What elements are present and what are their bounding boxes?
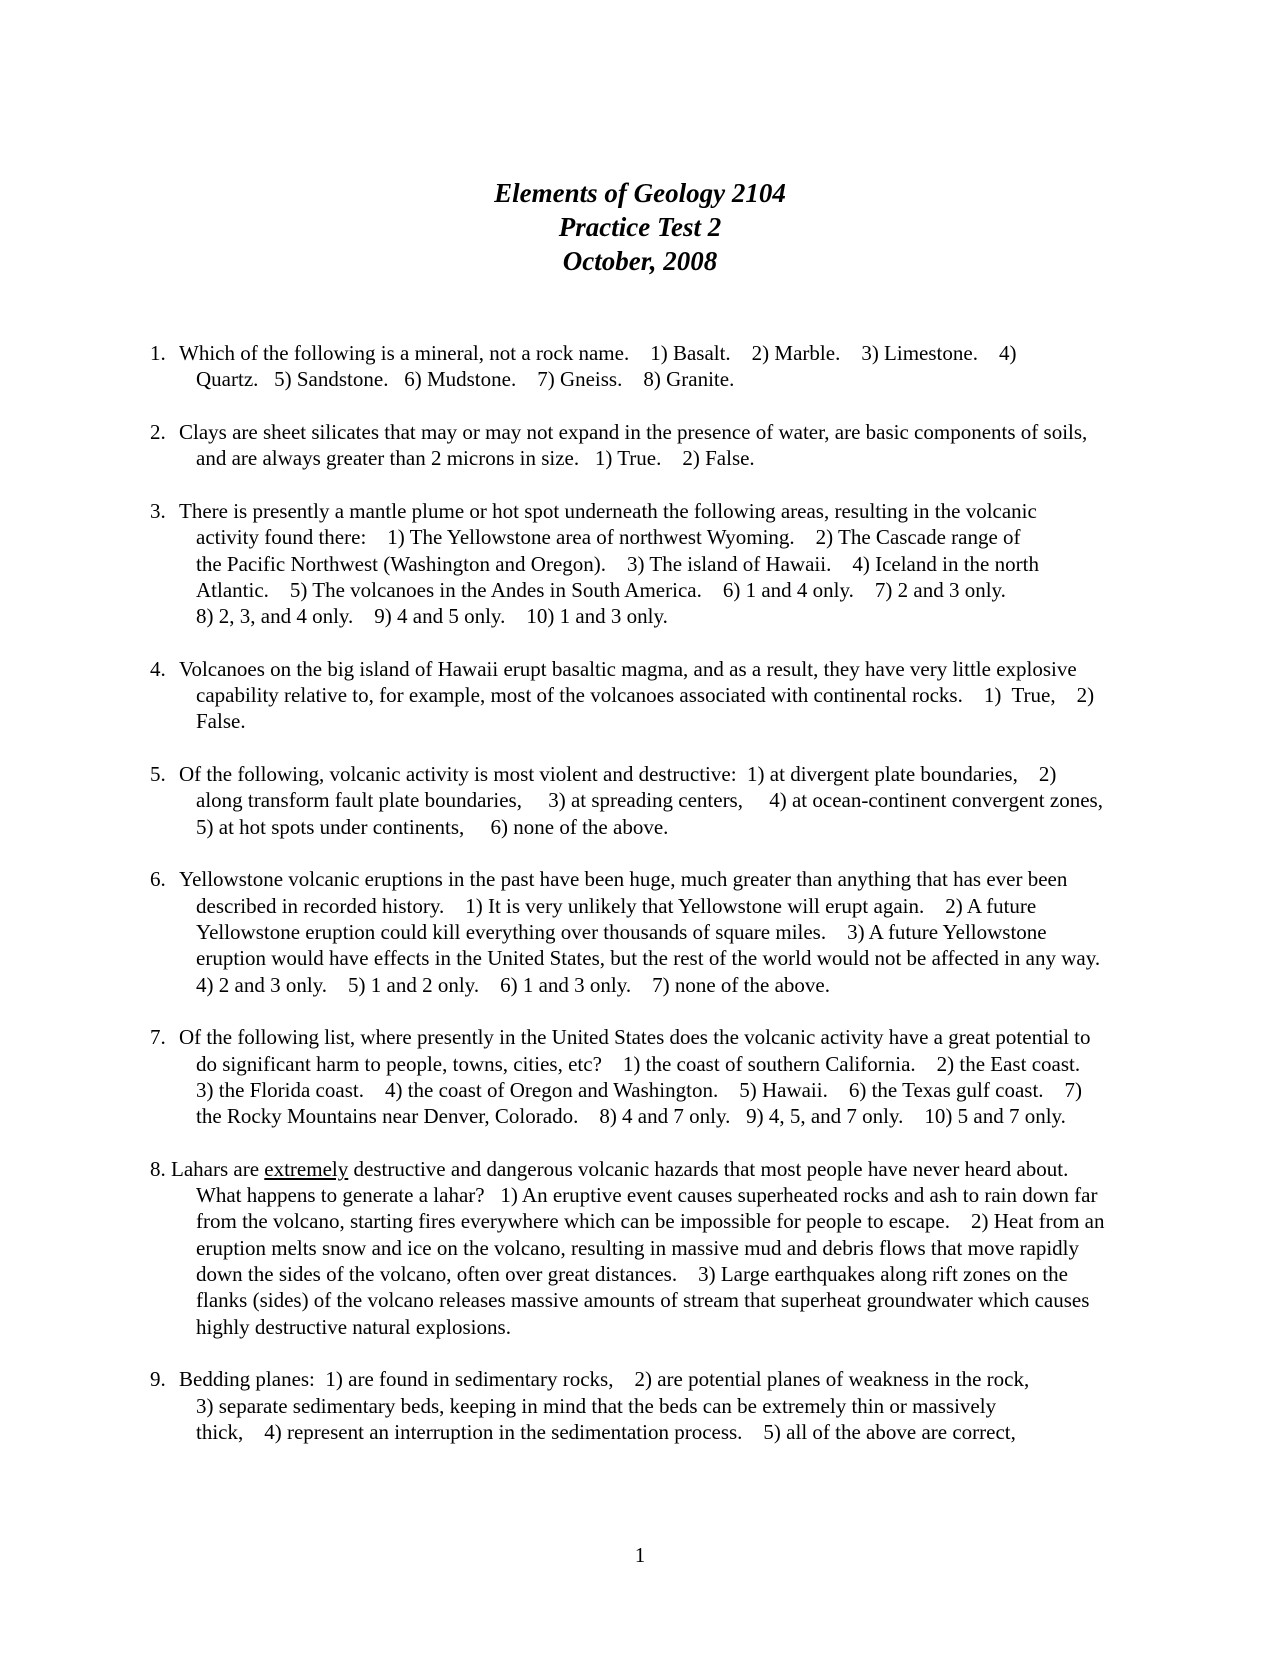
question-line: False.: [196, 709, 246, 734]
question-line: Yellowstone eruption could kill everything over thousands of square miles. 3) A future Yellowstone: [196, 920, 1047, 944]
question-line: thick, 4) represent an interruption in the sedimentation process. 5) all of the above are correct,: [196, 1419, 1016, 1444]
question-line: [150, 340, 1210, 366]
question-number: 3.: [150, 498, 166, 523]
question-line: 4) 2 and 3 only. 5) 1 and 2 only. 6) 1 and 3 only. 7) none of the above.: [196, 972, 830, 997]
question-line: flanks (sides) of the volcano releases massive amounts of stream that superheat groundwater which causes: [196, 1288, 1090, 1313]
course-title: Elements of Geology 2104: [494, 178, 786, 208]
question-5: [150, 761, 1210, 840]
question-line: described in recorded history. 1) It is very unlikely that Yellowstone will erupt again. 2) A future: [196, 893, 1037, 918]
question-line: Quartz. 5) Sandstone. 6) Mudstone. 7) Gneiss. 8) Granite.: [196, 367, 735, 392]
question-line: the Pacific Northwest (Washington and Oregon). 3) The island of Hawaii. 4) Iceland in the north: [196, 551, 1039, 576]
question-text: Volcanoes on the big island of Hawaii erupt basaltic magma, and as a result, they have very little explosive: [179, 656, 1077, 681]
question-text: Which of the following is a mineral, not a rock name. 1) Basalt. 2) Marble. 3) Limestone. 4): [179, 341, 1017, 365]
question-line: the Rocky Mountains near Denver, Colorado. 8) 4 and 7 only. 9) 4, 5, and 7 only. 10) 5 and 7 only.: [196, 1104, 1066, 1129]
question-line: down the sides of the volcano, often over great distances. 3) Large earthquakes along rift zones on the: [196, 1262, 1068, 1287]
question-text: Of the following, volcanic activity is most violent and destructive: 1) at divergent plate boundaries, 2): [179, 762, 1057, 787]
question-4: [150, 656, 1210, 735]
question-line: [150, 419, 1210, 445]
question-line: eruption would have effects in the United States, but the rest of the world would not be affected in any way.: [196, 946, 1101, 971]
question-line: eruption melts snow and ice on the volcano, resulting in massive mud and debris flows that move rapidly: [196, 1235, 1079, 1260]
question-6: [150, 866, 1210, 997]
question-line: [150, 761, 1210, 787]
question-number: 4.: [150, 656, 166, 681]
question-text-lead: Lahars are: [171, 1156, 265, 1181]
emphasized-word: extremely: [264, 1156, 349, 1181]
question-line: do significant harm to people, towns, cities, etc? 1) the coast of southern California. 2) the East coast.: [196, 1051, 1081, 1076]
question-text: Yellowstone volcanic eruptions in the past have been huge, much greater than anything that has ever been: [179, 867, 1068, 892]
question-text: Bedding planes: 1) are found in sedimentary rocks, 2) are potential planes of weakness in the rock,: [179, 1367, 1030, 1392]
question-line: [150, 498, 1210, 524]
question-line: capability relative to, for example, most of the volcanoes associated with continental rocks. 1) True, 2): [196, 683, 1095, 708]
question-text: There is presently a mantle plume or hot spot underneath the following areas, resulting in the volcanic: [179, 498, 1037, 523]
question-line: and are always greater than 2 microns in size. 1) True. 2) False.: [196, 446, 755, 471]
question-number: 9.: [150, 1367, 166, 1392]
question-line: 5) at hot spots under continents, 6) none of the above.: [196, 814, 669, 839]
question-7: [150, 1024, 1210, 1129]
question-number: 1.: [150, 341, 166, 365]
question-list: [150, 340, 1210, 1472]
question-line: from the volcano, starting fires everywhere which can be impossible for people to escape. 2) Heat from an: [196, 1209, 1105, 1234]
question-line: 8) 2, 3, and 4 only. 9) 4 and 5 only. 10) 1 and 3 only.: [196, 604, 668, 629]
page-number: 1: [634, 1543, 646, 1567]
question-number: 6.: [150, 867, 166, 892]
question-line: 3) the Florida coast. 4) the coast of Oregon and Washington. 5) Hawaii. 6) the Texas gulf coast. 7): [196, 1077, 1083, 1102]
question-3: [150, 498, 1210, 629]
question-number: 8.: [150, 1156, 166, 1181]
question-line: [150, 656, 1210, 682]
question-line: [150, 1024, 1210, 1050]
question-line: Atlantic. 5) The volcanoes in the Andes in South America. 6) 1 and 4 only. 7) 2 and 3 only.: [196, 577, 1006, 602]
test-title: Practice Test 2: [558, 212, 722, 242]
question-number: 2.: [150, 419, 166, 444]
question-line: highly destructive natural explosions.: [196, 1314, 511, 1339]
question-1: [150, 340, 1210, 393]
question-2: [150, 419, 1210, 472]
question-9: [150, 1366, 1210, 1445]
question-line: [150, 1156, 1210, 1182]
question-line: 3) separate sedimentary beds, keeping in mind that the beds can be extremely thin or massively: [196, 1393, 997, 1418]
question-8: [150, 1156, 1210, 1340]
question-line: What happens to generate a lahar? 1) An eruptive event causes superheated rocks and ash to rain down far: [196, 1183, 1098, 1208]
title-block: [0, 176, 1280, 278]
test-date: October, 2008: [562, 246, 718, 276]
question-line: along transform fault plate boundaries, 3) at spreading centers, 4) at ocean-continent convergent zones,: [196, 788, 1103, 813]
question-text: Of the following list, where presently in the United States does the volcanic activity have a great potential to: [179, 1025, 1091, 1050]
question-line: [150, 866, 1210, 892]
question-number: 7.: [150, 1025, 166, 1050]
question-text-rest: destructive and dangerous volcanic hazards that most people have never heard about.: [348, 1156, 1069, 1181]
question-number: 5.: [150, 762, 166, 787]
question-text: Clays are sheet silicates that may or may not expand in the presence of water, are basic components of soils,: [179, 419, 1088, 444]
question-line: activity found there: 1) The Yellowstone area of northwest Wyoming. 2) The Cascade range of: [196, 525, 1021, 550]
question-line: [150, 1366, 1210, 1392]
